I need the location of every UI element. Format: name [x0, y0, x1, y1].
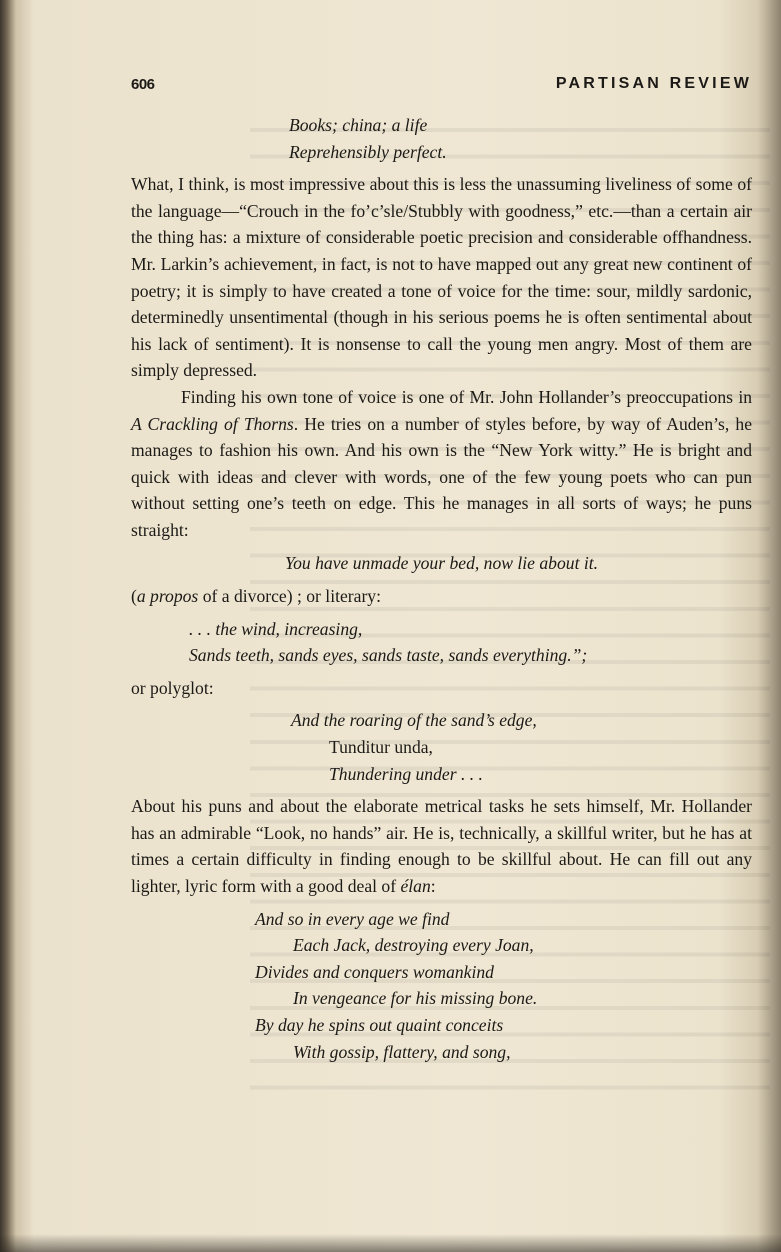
verse-quote-top: [131, 112, 752, 165]
paragraph-text: Finding his own tone of voice is one of Mr. John Hollander’s preoccupations in: [181, 386, 752, 407]
paragraph-puns: [131, 793, 752, 899]
paragraph-text: . He tries on a number of styles before, by way of Auden’s, he manages to fashion his own. And his own is the “New York witty.” He is bright and quick with ideas and clever with words, one of the few young poets who can pun without setting one’s teeth on edge. This he manages in all sorts of ways; he puns straight:: [131, 413, 753, 540]
paragraph-hollander: [131, 384, 752, 544]
paragraph-text: About his puns and about the elaborate metrical tasks he sets himself, Mr. Hollander has an admirable “Look, no hands” air. He is, technically, a skillful writer, but he has at times a certain difficulty in finding enough to be skillful about. He can fill out any lighter, lyric form with a good deal of: [131, 796, 752, 897]
lead-in-literary: [131, 583, 752, 610]
italic-word: élan: [400, 876, 431, 897]
verse-quote-lyric: [131, 906, 752, 1066]
verse-line: By day he spins out quaint conceits: [255, 1015, 504, 1035]
running-header: [131, 76, 752, 98]
verse-line: Divides and conquers womankind: [255, 961, 494, 982]
verse-line: With gossip, flattery, and song,: [293, 1041, 511, 1062]
verse-line: Thundering under . . .: [329, 763, 483, 784]
verse-line: Reprehensibly perfect.: [289, 141, 447, 162]
lead-text: of a divorce) ; or literary:: [198, 586, 381, 607]
verse-quote-pun: [131, 550, 752, 577]
verse-line: In vengeance for his missing bone.: [293, 988, 538, 1009]
verse-line: . . . the wind, increasing,: [189, 618, 363, 639]
paren: (: [131, 586, 137, 607]
paragraph-larkin: What, I think, is most impressive about this is less the unassuming liveliness of some of the language—“Crouch in the fo’c’sle/Stubbly with goodness,” etc.—than a certain air the thing has: a mixture of considerable poetic precision and considerable offhandness. Mr. Larkin’s achievement, in fact, is not to have mapped out any great new continent of poetry; it is simply to have created a tone of voice for the time: sour, mildly sardonic, determinedly unsentimental (though in his serious poems he is often sentimental about his lack of sentiment). It is nonsense to call the young men angry. Most of them are simply depressed.: [131, 174, 752, 381]
verse-line: Books; china; a life: [289, 115, 428, 135]
lead-in-polyglot: or polyglot:: [131, 677, 214, 698]
article-body: [131, 112, 752, 1065]
verse-line: And the roaring of the sand’s edge,: [291, 710, 537, 731]
verse-line: You have unmade your bed, now lie about it.: [284, 552, 599, 573]
paragraph-text: :: [430, 876, 436, 897]
verse-line: Sands teeth, sands eyes, sands taste, sands everything.”;: [189, 645, 588, 666]
book-title: A Crackling of Thorns: [131, 413, 294, 434]
verse-line: And so in every age we find: [255, 908, 450, 929]
verse-line: Each Jack, destroying every Joan,: [293, 935, 534, 956]
page-number: 606: [131, 76, 155, 93]
journal-title: PARTISAN REVIEW: [555, 75, 752, 92]
verse-quote-polyglot: [131, 707, 752, 787]
italic-phrase: a propos: [136, 586, 199, 607]
verse-quote-literary: [131, 616, 752, 669]
verse-line-latin: Tunditur unda,: [329, 737, 433, 758]
